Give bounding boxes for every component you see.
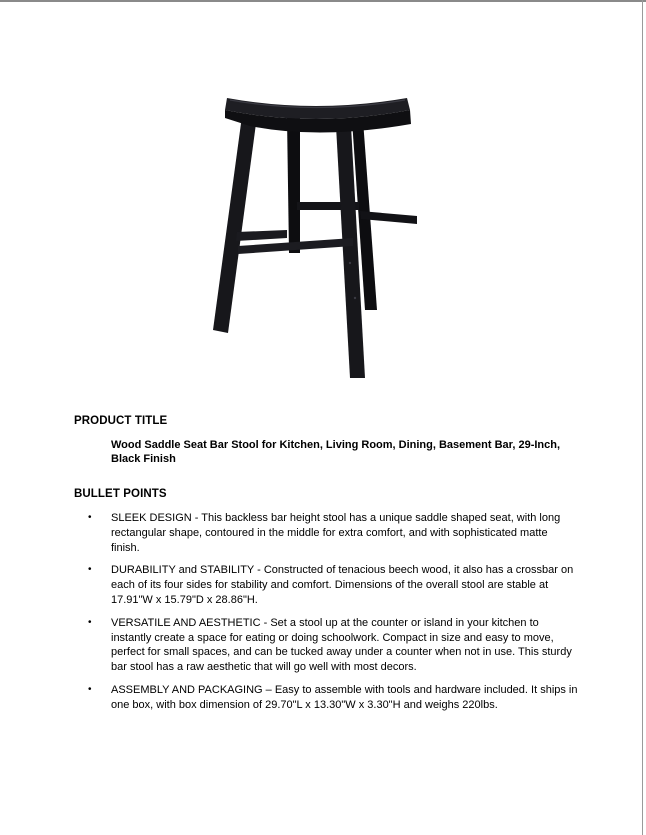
bullet-item [88, 563, 578, 607]
bullet-marker: • [88, 616, 92, 628]
bullet-item [88, 511, 578, 555]
bullet-list [88, 511, 578, 713]
bullet-marker: • [88, 683, 92, 695]
bullet-item [88, 616, 578, 675]
bullet-text: ASSEMBLY AND PACKAGING – Easy to assemble with tools and hardware included. It ships in one box, with box dimension of 29.70"L x 13.30"W x 3.30"H and weighs 220lbs. [111, 683, 578, 711]
stool-left-crossbar [236, 230, 287, 241]
stool-back-left-leg [287, 118, 300, 253]
bullet-marker: • [88, 564, 92, 576]
product-title-heading: PRODUCT TITLE [74, 415, 168, 427]
bullet-marker: • [88, 512, 92, 523]
bullet-item [88, 683, 578, 713]
bullet-text: SLEEK DESIGN - This backless bar height stool has a unique saddle shaped seat, with long rectangular shape, contoured in the middle for extra comfort, and with sophisticated matte finish. [111, 512, 561, 554]
stool-screw [354, 297, 356, 299]
bullet-text: VERSATILE AND AESTHETIC - Set a stool up at the counter or island in your kitchen to instantly create a space for eating or doing schoolwork. Compact in size and easy to move, perfect for small spaces, and can be tucked away under a counter when not in use. This sturdy bar stool has a raw aesthetic that will go well with most decors. [111, 616, 572, 674]
page-top-border [0, 0, 646, 2]
page-right-border [642, 0, 643, 835]
stool-screw [349, 262, 351, 264]
bullet-points-heading: BULLET POINTS [74, 488, 167, 500]
bar-stool-image [205, 88, 420, 383]
stool-front-left-leg [213, 116, 257, 333]
bullet-text: DURABILITY and STABILITY - Constructed of tenacious beech wood, it also has a crossbar on each of its four sides for stability and comfort. Dimensions of the overall stool are stable at 17.91"W x 15.79"D x 28.86"H. [111, 564, 574, 606]
product-title-text: Wood Saddle Seat Bar Stool for Kitchen, Living Room, Dining, Basement Bar, 29-Inch, Black Finish [111, 439, 561, 465]
